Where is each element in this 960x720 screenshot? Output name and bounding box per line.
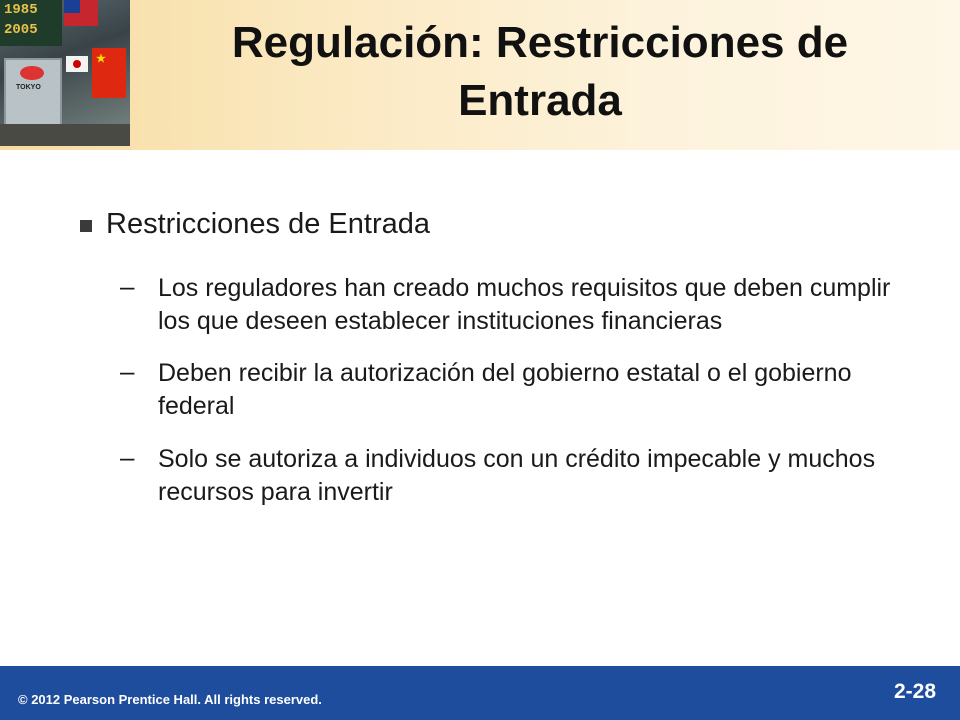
building-sign: TOKYO — [16, 84, 41, 91]
stock-exchange-photo — [0, 0, 130, 146]
board-digits-2: 2005 — [4, 22, 38, 38]
title-banner — [0, 0, 960, 150]
building-image — [4, 58, 62, 126]
board-digits-1: 1985 — [4, 2, 38, 18]
dash-bullet-icon: – — [120, 271, 135, 301]
sub-bullet — [120, 356, 918, 423]
footer-bar — [0, 666, 960, 720]
main-bullet-text: Restricciones de Entrada — [106, 208, 430, 240]
stock-board-image — [0, 0, 62, 46]
sub-bullet-text: Los reguladores han creado muchos requisitos que deben cumplir los que deseen establecer instituciones financieras — [158, 274, 891, 335]
dash-bullet-icon: – — [120, 442, 135, 472]
sub-bullet-text: Solo se autoriza a individuos con un crédito impecable y muchos recursos para invertir — [158, 445, 876, 506]
sub-bullet-text: Deben recibir la autorización del gobierno estatal o el gobierno federal — [158, 359, 852, 420]
flag-icon — [64, 0, 98, 26]
copyright-notice: © 2012 Pearson Prentice Hall. All rights reserved. — [18, 692, 322, 707]
sub-bullet — [120, 271, 918, 338]
dash-bullet-icon: – — [120, 356, 135, 386]
china-flag-icon: ★ — [92, 48, 126, 98]
slide-title: Regulación: Restricciones de Entrada — [231, 18, 849, 125]
square-bullet-icon — [80, 220, 92, 232]
street-image — [0, 124, 130, 146]
sub-bullet — [120, 442, 918, 509]
bullet-list — [78, 208, 918, 509]
main-bullet — [78, 208, 918, 250]
japan-flag-icon — [66, 56, 88, 72]
slide-number: 2-28 — [893, 680, 936, 703]
